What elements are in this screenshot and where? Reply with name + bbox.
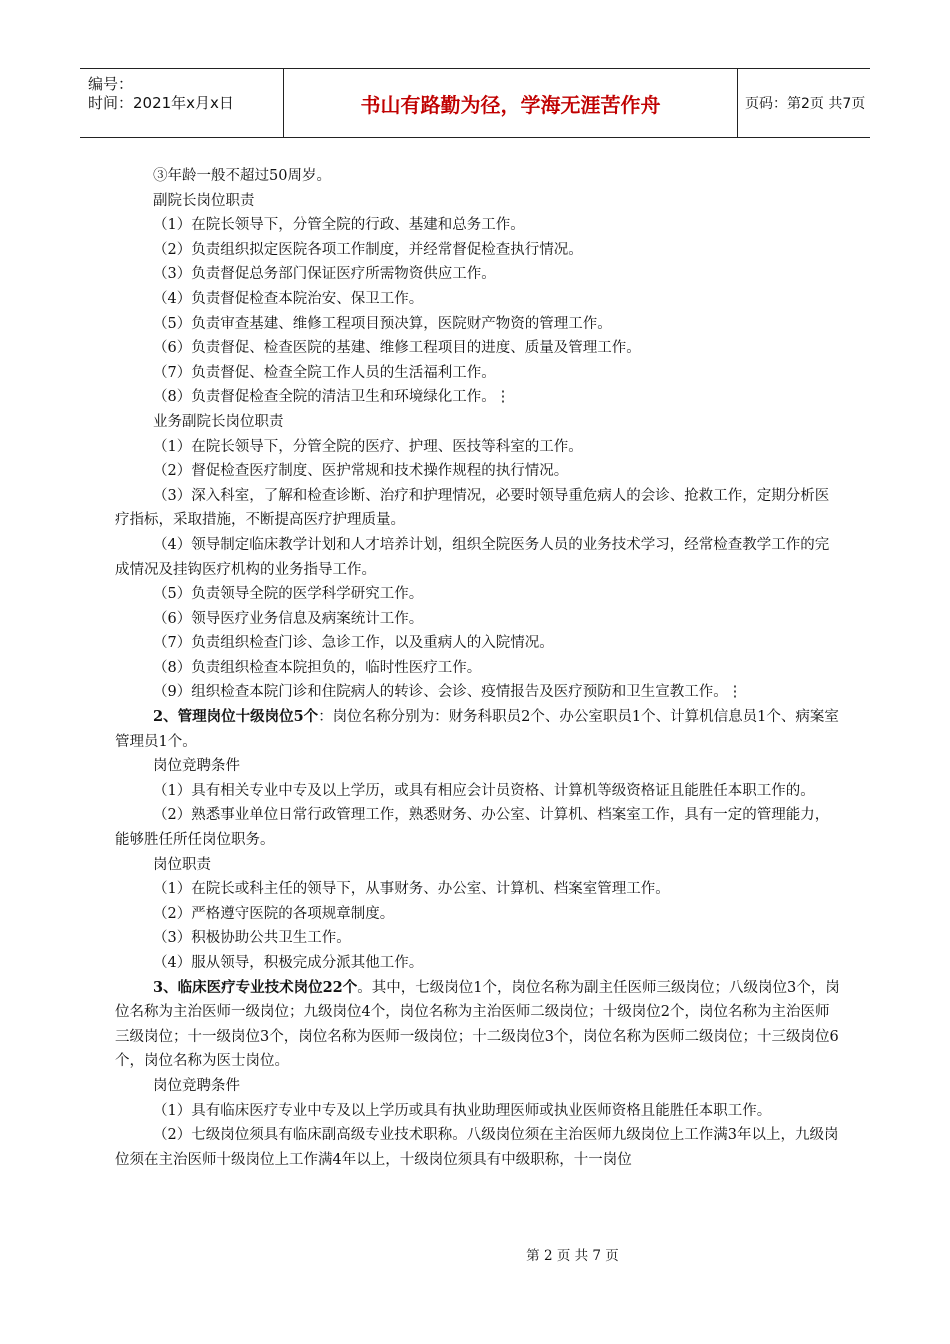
paragraph-text: （1）具有临床医疗专业中专及以上学历或具有执业助理医师或执业医师资格且能胜任本职工作。 bbox=[153, 1102, 772, 1119]
paragraph bbox=[115, 754, 840, 779]
document-header bbox=[80, 68, 870, 138]
paragraph bbox=[115, 213, 840, 238]
time-label: 时间：2021年x月x日 bbox=[88, 94, 234, 112]
header-page-info: 页码：第2页 共7页 bbox=[745, 96, 866, 112]
paragraph-text: （1）在院长或科主任的领导下，从事财务、办公室、计算机、档案室管理工作。 bbox=[153, 881, 670, 898]
paragraph bbox=[115, 533, 840, 582]
paragraph-text: （1）在院长领导下，分管全院的医疗、护理、医技等科室的工作。 bbox=[153, 438, 583, 455]
paragraph-text: 岗位职责 bbox=[153, 856, 211, 873]
paragraph bbox=[115, 705, 840, 754]
paragraph bbox=[115, 582, 840, 607]
paragraph-text: 岗位竞聘条件 bbox=[153, 758, 240, 775]
paragraph-text: （4）服从领导，积极完成分派其他工作。 bbox=[153, 955, 424, 971]
paragraph bbox=[115, 631, 840, 656]
paragraph-text: （3）积极协助公共卫生工作。 bbox=[153, 930, 351, 947]
paragraph-text: （2）督促检查医疗制度、医护常规和技术操作规程的执行情况。 bbox=[153, 463, 569, 480]
paragraph-text: （1）在院长领导下，分管全院的行政、基建和总务工作。 bbox=[153, 217, 525, 234]
paragraph bbox=[115, 607, 840, 632]
paragraph bbox=[115, 336, 840, 361]
paragraph-text: （5）负责领导全院的医学科学研究工作。 bbox=[153, 586, 424, 603]
paragraph bbox=[115, 779, 840, 804]
paragraph-text: （7）负责督促、检查全院工作人员的生活福利工作。 bbox=[153, 364, 496, 381]
paragraph-text: 业务副院长岗位职责 bbox=[153, 413, 284, 430]
paragraph bbox=[115, 312, 840, 337]
paragraph bbox=[115, 926, 840, 951]
paragraph bbox=[115, 877, 840, 902]
paragraph bbox=[115, 680, 840, 705]
paragraph-text: （2）熟悉事业单位日常行政管理工作，熟悉财务、办公室、计算机、档案室工作，具有一定的管理能力，能够胜任所任岗位职务。 bbox=[115, 807, 830, 849]
paragraph bbox=[115, 262, 840, 287]
paragraph bbox=[115, 287, 840, 312]
paragraph-text: （5）负责审查基建、维修工程项目预决算，医院财产物资的管理工作。 bbox=[153, 315, 612, 332]
paragraph-text: （8）负责组织检查本院担负的，临时性医疗工作。 bbox=[153, 659, 482, 676]
paragraph-text: ：岗位名称分别为：财务科职员2个、办公室职员1个、计算机信息员1个、病案室管理员1个。 bbox=[115, 709, 839, 750]
document-body bbox=[115, 164, 840, 1172]
paragraph bbox=[115, 1123, 840, 1172]
paragraph bbox=[115, 361, 840, 386]
paragraph bbox=[115, 189, 840, 214]
paragraph bbox=[115, 1074, 840, 1099]
paragraph-text: （3）深入科室，了解和检查诊断、治疗和护理情况，必要时领导重危病人的会诊、抢救工作，定期分析医疗指标，采取措施，不断提高医疗护理质量。 bbox=[115, 487, 830, 529]
number-label: 编号： bbox=[88, 75, 134, 93]
paragraph-text: ③年龄一般不超过50周岁。 bbox=[153, 168, 331, 184]
paragraph-text: 岗位竞聘条件 bbox=[153, 1077, 240, 1094]
paragraph-text: （2）严格遵守医院的各项规章制度。 bbox=[153, 905, 395, 922]
paragraph bbox=[115, 385, 840, 410]
paragraph-text: （4）领导制定临床教学计划和人才培养计划，组织全院医务人员的业务技术学习，经常检查教学工作的完成情况及挂钩医疗机构的业务指导工作。 bbox=[115, 536, 830, 578]
paragraph bbox=[115, 164, 840, 189]
paragraph bbox=[115, 951, 840, 976]
paragraph-text: 。其中，七级岗位1个，岗位名称为副主任医师三级岗位；八级岗位3个，岗位名称为主治医师一级岗位；九级岗位4个，岗位名称为主治医师二级岗位；十级岗位2个，岗位名称为主治医师三级岗位；十一级岗位3个，岗位名称为医师一级岗位；十二级岗位3个，岗位名称为医师二级岗位；十三级岗位6个，岗位名称为医士岗位。 bbox=[115, 979, 840, 1070]
paragraph bbox=[115, 803, 840, 852]
page-footer: 第 2 页 共 7 页 bbox=[526, 1248, 619, 1264]
paragraph bbox=[115, 902, 840, 927]
paragraph bbox=[115, 484, 840, 533]
paragraph bbox=[115, 1099, 840, 1124]
paragraph bbox=[115, 238, 840, 263]
paragraph-text: （2）七级岗位须具有临床副高级专业技术职称。八级岗位须在主治医师九级岗位上工作满3年以上，九级岗位须在主治医师十级岗位上工作满4年以上，十级岗位须具有中级职称，十一岗位 bbox=[115, 1127, 839, 1168]
paragraph bbox=[115, 410, 840, 435]
paragraph bbox=[115, 853, 840, 878]
paragraph-bold-lead: 2、管理岗位十级岗位5个 bbox=[153, 708, 319, 726]
paragraph bbox=[115, 976, 840, 1074]
paragraph-bold-lead: 3、临床医疗专业技术岗位22个 bbox=[153, 978, 358, 996]
paragraph-text: （4）负责督促检查本院治安、保卫工作。 bbox=[153, 290, 424, 307]
paragraph-text: （6）领导医疗业务信息及病案统计工作。 bbox=[153, 610, 424, 627]
paragraph-text: （6）负责督促、检查医院的基建、维修工程项目的进度、质量及管理工作。 bbox=[153, 340, 641, 357]
paragraph-text: （8）负责督促检查全院的清洁卫生和环境绿化工作。⋮ bbox=[153, 389, 511, 406]
paragraph-text: 副院长岗位职责 bbox=[153, 192, 255, 209]
paragraph-text: （2）负责组织拟定医院各项工作制度，并经常督促检查执行情况。 bbox=[153, 241, 583, 258]
header-meta bbox=[80, 69, 283, 137]
paragraph-text: （7）负责组织检查门诊、急诊工作，以及重病人的入院情况。 bbox=[153, 635, 554, 652]
paragraph bbox=[115, 435, 840, 460]
paragraph-text: （3）负责督促总务部门保证医疗所需物资供应工作。 bbox=[153, 266, 496, 283]
header-motto: 书山有路勤为径，学海无涯苦作舟 bbox=[283, 69, 738, 137]
paragraph-text: （1）具有相关专业中专及以上学历，或具有相应会计员资格、计算机等级资格证且能胜任本职工作的。 bbox=[153, 782, 815, 799]
paragraph bbox=[115, 459, 840, 484]
paragraph bbox=[115, 656, 840, 681]
paragraph-text: （9）组织检查本院门诊和住院病人的转诊、会诊、疫情报告及医疗预防和卫生宣教工作。⋮ bbox=[153, 684, 743, 701]
